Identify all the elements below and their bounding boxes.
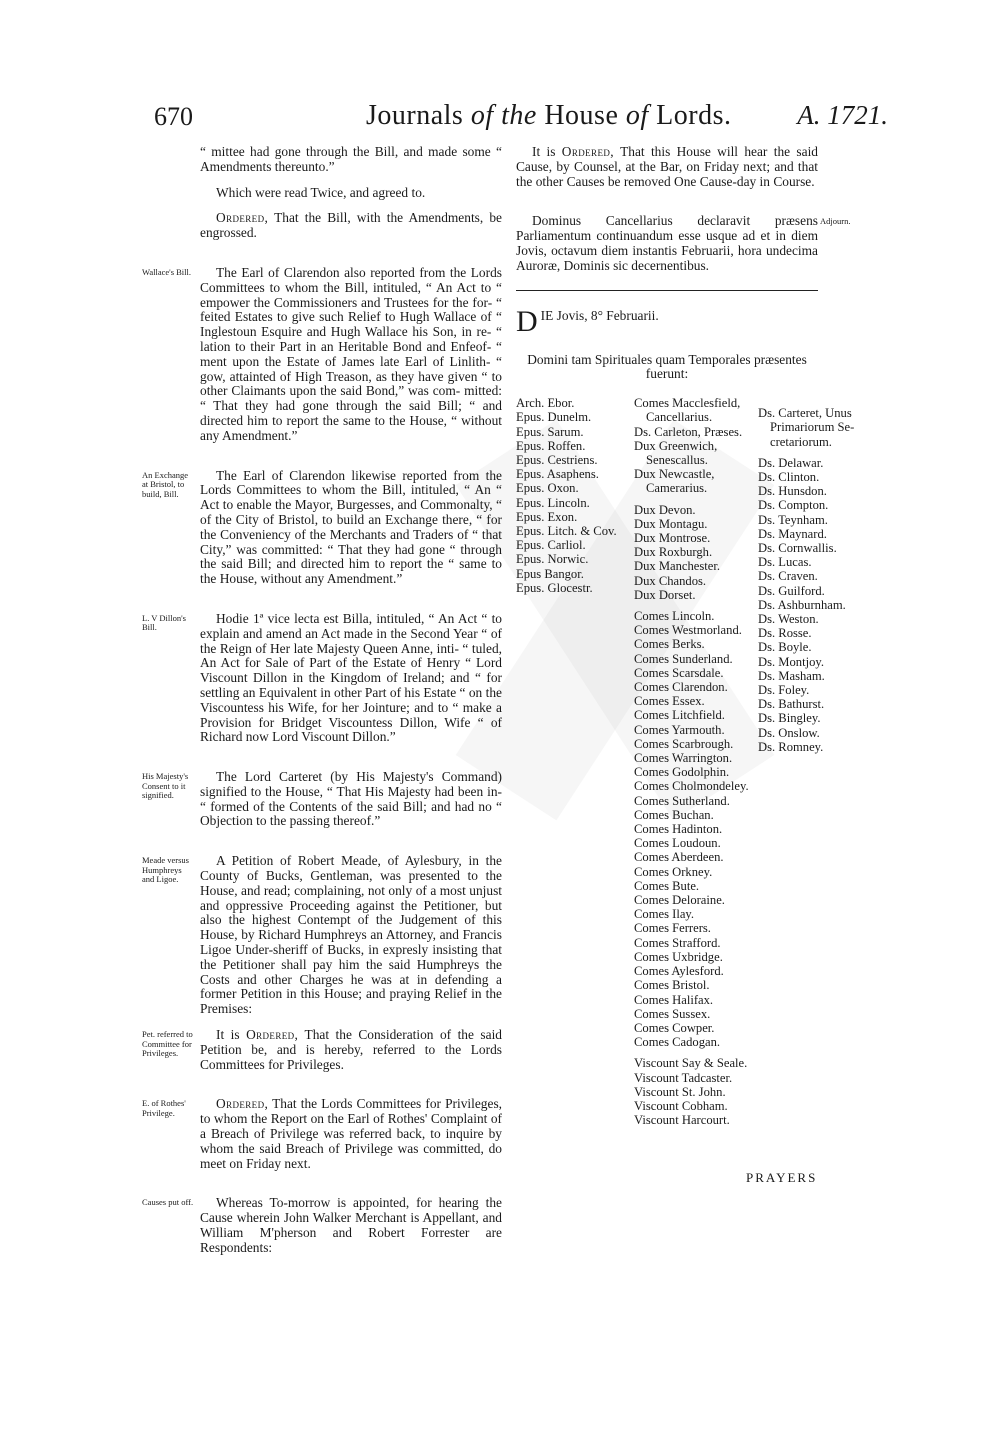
margin-note: Adjourn. (820, 216, 851, 227)
attendee-name: Comes Ilay. (634, 907, 695, 922)
attendee-name: Viscount Harcourt. (634, 1113, 730, 1128)
attendee-name: Camerarius. (646, 481, 708, 496)
attendee-name: Comes Bute. (634, 878, 700, 893)
attendee-name: Ds. Onslow. (758, 725, 820, 740)
paragraph: Whereas To-morrow is appointed, for hearing the Cause wherein John Walker Merchant is Appellant, and William M'pherson and Robert Forrester are Respondents: (200, 1195, 502, 1255)
paragraph: A Petition of Robert Meade, of Aylesbury, in the County of Bucks, Gentleman, was presented to the House, and read; complaining, not only of a most unjust and oppressive Proceeding against the Petitioner, but also the highest Contempt of the Judgement of this House, by Richard Humphreys an Attorney, and Francis Ligoe Under-sheriff of Bucks, in expresly insisting that the Petitioner shall pay him the said Humphreys the Costs and other Charges he was at in defending a former Petition in this House; and praying Relief in the Premises: (200, 853, 502, 1017)
attendee-name: Dux Greenwich, (634, 438, 718, 453)
attendee-name: Viscount Say & Seale. (634, 1056, 748, 1071)
attendee-name: Ds. Masham. (758, 668, 825, 683)
margin-note: Causes put off. (142, 1197, 194, 1208)
attendee-name: Ds. Carleton, Præses. (634, 424, 743, 439)
attendee-name: Ds. Guilford. (758, 583, 825, 598)
paragraph: Hodie 1ª vice lecta est Billa, intituled, “ An Act “ to explain and amend an Act made in the Second Year “ of the Reign of Her late Majesty Queen Anne, inti- “ tuled, An Act for Sale of Part of the Estate of Henry “ Lord Viscount Dillon in the Kingdom of Ireland; and “ for settling an Equivalent in other Part of his Estate “ on the Viscountess his Wife, for her Jointure; and to “ make a Provision for Bridget Viscountess Dillon, Wife “ of Richard now Lord Viscount Dillon.” (200, 610, 502, 745)
attendee-name: Comes Sunderland. (634, 651, 733, 666)
attendee-name: Comes Strafford. (634, 935, 721, 950)
attendee-name: Comes Buchan. (634, 807, 714, 822)
year: A. 1721. (797, 100, 888, 130)
attendee-name: Comes Cholmondeley. (634, 779, 749, 794)
attendee-name: Ds. Bathurst. (758, 697, 825, 712)
attendee-name: Epus. Norwic. (516, 552, 589, 567)
attendee-name: Dux Roxburgh. (634, 545, 713, 560)
attendee-name: Epus. Roffen. (516, 438, 586, 453)
margin-note: An Exchange at Bristol, to build, Bill. (142, 469, 189, 499)
margin-note: Meade versus Humphreys and Ligoe. (142, 855, 189, 885)
attendee-name: Comes Halifax. (634, 992, 714, 1007)
attendee-name: Epus. Oxon. (516, 481, 579, 496)
attendee-name: Epus. Glocestr. (516, 580, 593, 595)
attendee-name: Dux Manchester. (634, 559, 721, 574)
drop-cap: D (516, 304, 538, 338)
attendee-name: Arch. Ebor. (516, 396, 575, 411)
barons-list (758, 406, 866, 754)
attendee-name: Comes Scarbrough. (634, 736, 734, 751)
entry-rothes (142, 1096, 502, 1171)
attendee-name: Comes Westmorland. (634, 623, 742, 638)
right-column (516, 144, 855, 1156)
attendee-name: Comes Lincoln. (634, 609, 715, 624)
attendee-name: Comes Litchfield. (634, 708, 725, 723)
attendee-name: Comes Aberdeen. (634, 850, 724, 865)
paragraph: The Earl of Clarendon also reported from the Lords Committees to whom the Bill, intituled, “ An Act to “ empower the Commissioners and Trustees for the for- “ feited Estates to give such Relief to Hugh Wallace of “ Inglestoun Esquire and Hugh Wallace his Son, in re- “ lation to their Part in an Heritable Bond and Enfeof- “ ment upon the Estate of James late Earl of Linlith- “ gow, attainted of High Treason, as they have given “ to other Claimants upon the said Bond,” was com- mitted: “ That they had gone through the said Bill; “ and directed him to report the same to the House, “ without any Amendment.” (200, 264, 502, 443)
attendee-name: Cancellarius. (646, 410, 713, 425)
attendee-name: Comes Hadinton. (634, 822, 723, 837)
attendee-name: Ds. Maynard. (758, 526, 827, 541)
attendee-name: Dux Montrose. (634, 531, 711, 545)
attendee-name: Ds. Weston. (758, 612, 819, 627)
running-title: Journals of the House of Lords. (366, 100, 732, 131)
paragraph: It is Ordered, That this House will hear the said Cause, by Counsel, at the Bar, on Friday next; and that the other Causes be removed One Cause-day in Course. (516, 144, 818, 189)
entry-wallace (142, 264, 502, 444)
attendee-name: Epus Bangor. (516, 566, 584, 581)
attendee-name: Viscount Tadcaster. (634, 1070, 733, 1085)
attendee-name: Senescallus. (646, 452, 708, 467)
attendee-name: Epus. Exon. (516, 509, 578, 524)
attendee-name: Viscount Cobham. (634, 1098, 728, 1113)
attendee-name: Comes Orkney. (634, 864, 713, 879)
attendee-name: Ds. Compton. (758, 498, 829, 513)
attendee-name: cretariorum. (770, 434, 832, 449)
attendee-name: Dux Newcastle, (634, 467, 715, 482)
attendee-name: Ds. Cornwallis. (758, 541, 837, 555)
paragraph: Ordered, That the Lords Committees for Privileges, to whom the Report on the Earl of Rothes' Complaint of a Breach of Privilege was referred back, to inquire by whom the said Breach of Privilege was committed, do meet on Friday next. (200, 1096, 502, 1171)
entry-adjournment (516, 213, 851, 273)
attendee-name: Comes Macclesfield, (634, 396, 741, 411)
attendee-name: Ds. Foley. (758, 683, 810, 698)
attendee-name: Comes Scarsdale. (634, 665, 724, 680)
entry-petition-referred (142, 1027, 502, 1072)
spirituals-list (516, 396, 634, 595)
attendee-name: Ds. Lucas. (758, 555, 812, 570)
paragraph: The Earl of Clarendon likewise reported from the Lords Committees to whom the Bill, intituled, “ An “ Act to enable the Mayor, Burgesses, and Commonalty, “ of the City of Bristol, to build an Exchange there, “ for the Conveniency of the Merchants and Traders of “ that City,” was committed: “ That they had gone “ through the said Bill; and directed him to report the “ same to the House, without any Amendment.” (200, 467, 502, 587)
divider (516, 290, 818, 291)
attendee-name: Epus. Asaphens. (516, 467, 599, 482)
attendee-name: Comes Yarmouth. (634, 722, 725, 737)
paragraph: Ordered, That the Bill, with the Amendments, be engrossed. (200, 210, 502, 241)
attendee-name: Comes Warrington. (634, 751, 733, 766)
temporals-list (634, 396, 756, 1127)
attendee-name: Comes Uxbridge. (634, 949, 723, 964)
entry-consent (142, 769, 502, 829)
attendee-name: Epus. Carliol. (516, 538, 586, 553)
entry-exchange (142, 467, 502, 587)
attendee-name: Ds. Teynham. (758, 512, 828, 527)
attendee-name: Comes Ferrers. (634, 921, 711, 936)
entry-meade (142, 853, 502, 1017)
attendee-name: Dux Montagu. (634, 516, 708, 531)
paragraph: The Lord Carteret (by His Majesty's Command) signified to the House, “ That His Majesty had been in- “ formed of the Contents of the said Bill; and had no “ Objection to the passing thereof.” (200, 769, 502, 829)
attendee-name: Dux Dorset. (634, 587, 696, 602)
attendee-name: Epus. Cestriens. (516, 452, 598, 467)
attendance-heading: Domini tam Spirituales quam Temporales præsentes fuerunt: (527, 351, 807, 382)
margin-note: Wallace's Bill. (142, 266, 191, 277)
attendee-name: Dux Devon. (634, 502, 696, 517)
attendee-name: Epus. Lincoln. (516, 495, 590, 510)
attendee-name: Ds. Romney. (758, 739, 824, 754)
paragraph: It is Ordered, That the Consideration of the said Petition be, and is hereby, referred to the Lords Committees for Privileges. (200, 1027, 502, 1072)
attendee-name: Ds. Craven. (758, 569, 818, 584)
attendee-name: Ds. Rosse. (758, 626, 812, 641)
attendee-name: Comes Cadogan. (634, 1035, 721, 1050)
entry-causes (142, 1195, 502, 1255)
attendee-name: Comes Sutherland. (634, 793, 730, 808)
day-heading: D IE Jovis, 8° Februarii. (516, 304, 659, 338)
attendee-name: Comes Godolphin. (634, 765, 730, 780)
attendee-name: Ds. Ashburnham. (758, 597, 846, 612)
catchword: PRAYERS (746, 1170, 818, 1185)
attendee-name: Ds. Hunsdon. (758, 484, 827, 499)
attendee-name: Primariorum Se- (770, 420, 855, 435)
attendee-name: Ds. Clinton. (758, 469, 820, 484)
entry-dillon (142, 610, 502, 745)
attendee-name: Comes Berks. (634, 637, 705, 652)
attendee-name: Comes Cowper. (634, 1020, 715, 1035)
attendee-name: Epus. Sarum. (516, 424, 584, 439)
attendee-name: Comes Sussex. (634, 1006, 711, 1021)
attendee-name: Comes Loudoun. (634, 836, 721, 851)
attendee-name: Comes Essex. (634, 694, 705, 709)
attendee-name: Ds. Carteret, Unus (758, 406, 852, 421)
margin-note: His Majesty's Consent to it signified. (142, 771, 189, 801)
margin-note: Pet. referred to Committee for Privileges. (142, 1029, 193, 1059)
attendee-name: Dux Chandos. (634, 573, 707, 588)
attendee-name: Comes Aylesford. (634, 964, 724, 979)
attendee-name: Comes Bristol. (634, 978, 710, 993)
attendee-name: Viscount St. John. (634, 1084, 726, 1099)
margin-note: L. V Dillon's Bill. (142, 612, 186, 633)
page-number: 670 (154, 102, 193, 131)
paragraph: “ mittee had gone through the Bill, and made some “ Amendments thereunto.” (200, 144, 502, 174)
attendee-name: Epus. Litch. & Cov. (516, 524, 617, 538)
attendee-name: Ds. Montjoy. (758, 654, 825, 669)
paragraph: Dominus Cancellarius declaravit præsens Parliamentum continuandum esse usque ad et in diem Jovis, octavum diem instantis Februarii, hora undecima Auroræ, Dominis sic decernentibus. (516, 213, 818, 273)
attendance-lists (516, 396, 855, 1156)
left-column (142, 144, 502, 1267)
margin-note: E. of Rothes' Privilege. (142, 1098, 186, 1118)
attendee-name: Comes Deloraine. (634, 893, 725, 908)
attendee-name: Comes Clarendon. (634, 680, 728, 695)
attendee-name: Epus. Dunelm. (516, 410, 592, 425)
running-header (150, 100, 890, 140)
attendee-name: Ds. Boyle. (758, 640, 812, 655)
attendee-name: Ds. Bingley. (758, 711, 821, 726)
paragraph: Which were read Twice, and agreed to. (216, 184, 426, 200)
attendee-name: Ds. Delawar. (758, 455, 824, 470)
